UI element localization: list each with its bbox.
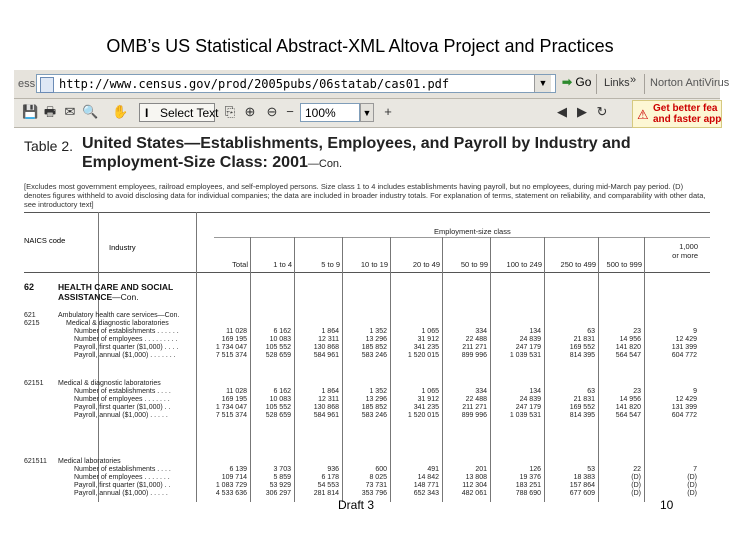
- address-bar: [14, 70, 729, 99]
- column-divider: [544, 237, 545, 502]
- industry-heading: Medical & diagnostic laboratories: [58, 380, 161, 387]
- table-cell: 1 520 015: [407, 352, 439, 359]
- table-cell: 247 179: [515, 404, 541, 411]
- column-divider: [598, 237, 599, 502]
- column-header: 500 to 999: [606, 260, 642, 269]
- table-cell: 169 195: [221, 336, 247, 343]
- promo-text: [653, 103, 721, 125]
- table-cell: 185 852: [361, 344, 387, 351]
- table-cell: 8 025: [369, 474, 387, 481]
- naics-code: 621: [24, 312, 36, 319]
- column-divider: [644, 237, 645, 502]
- table-cell: 169 195: [221, 396, 247, 403]
- table-cell: 105 552: [265, 404, 291, 411]
- table-cell: 130 868: [313, 344, 339, 351]
- table-cell: 7 515 374: [215, 412, 247, 419]
- table-cell: 1 039 531: [509, 412, 541, 419]
- table-cell: 54 553: [317, 482, 339, 489]
- table-cell: 183 251: [515, 482, 541, 489]
- table-row-label: Number of employees . . . . . . .: [74, 396, 170, 403]
- naics-code-header: NAICS code: [24, 236, 66, 245]
- sector-con: —Con.: [112, 292, 139, 302]
- table-cell: 11 028: [226, 328, 247, 335]
- table-cell: 63: [587, 388, 595, 395]
- table-row-label: Number of employees . . . . . . . . .: [74, 336, 178, 343]
- toolbar-separator: [596, 74, 597, 94]
- table-cell: 899 996: [461, 352, 487, 359]
- table-cell: 1 039 531: [509, 352, 541, 359]
- table-row-label: Number of establishments . . . .: [74, 388, 171, 395]
- column-header: 50 to 99: [460, 260, 488, 269]
- url-input[interactable]: http://www.census.gov/prod/2005pubs/06statab/cas01.pdf: [36, 74, 556, 93]
- table-cell: 12 429: [675, 336, 697, 343]
- table-cell: 353 796: [361, 490, 387, 497]
- email-icon[interactable]: ✉: [64, 104, 76, 119]
- table-cell: 53: [587, 466, 595, 473]
- table-cell: 112 304: [462, 482, 487, 489]
- table-cell: (D): [687, 474, 697, 481]
- table-cell: 3 703: [273, 466, 291, 473]
- column-header: 20 to 49: [412, 260, 440, 269]
- table-cell: 1 083 729: [215, 482, 247, 489]
- table-cell: 788 690: [515, 490, 541, 497]
- sector-name-line2: ASSISTANCE: [58, 292, 113, 302]
- table-cell: 600: [375, 466, 387, 473]
- table-cell: 9: [693, 328, 697, 335]
- table-cell: 211 271: [462, 404, 487, 411]
- table-cell: 281 814: [313, 490, 339, 497]
- table-cell: 1 520 015: [407, 412, 439, 419]
- table-cell: 604 772: [671, 412, 697, 419]
- table-row-label: Payroll, first quarter ($1,000) . .: [74, 482, 171, 489]
- table-cell: 12 311: [318, 336, 339, 343]
- previous-page-icon[interactable]: ◀: [557, 104, 567, 119]
- pdf-toolbar: [14, 99, 720, 128]
- promo-line2: and faster app: [653, 114, 722, 125]
- browser-window: [14, 70, 729, 500]
- table-cell: 4 533 636: [215, 490, 247, 497]
- table-cell: 814 395: [569, 412, 595, 419]
- industry-header: Industry: [109, 243, 136, 252]
- slide-title: OMB’s US Statistical Abstract-XML Altova Project and Practices: [106, 36, 614, 56]
- table-cell: 12 429: [675, 396, 697, 403]
- table-cell: 141 820: [615, 344, 641, 351]
- links-chevron-icon[interactable]: »: [630, 74, 637, 86]
- table-cell: 5 859: [273, 474, 291, 481]
- table-cell: 31 912: [417, 336, 439, 343]
- column-header: Total: [232, 260, 248, 269]
- table-cell: 24 839: [519, 396, 541, 403]
- table-cell: 814 395: [569, 352, 595, 359]
- table-cell: 134: [529, 388, 541, 395]
- table-title: [82, 134, 631, 174]
- table-cell: (D): [687, 482, 697, 489]
- column-divider: [390, 237, 391, 502]
- table-row-label: Number of establishments . . . . . .: [74, 328, 179, 335]
- promo-line1: Get better fea: [653, 103, 718, 114]
- table-cell: 13 296: [365, 396, 387, 403]
- table-cell: 334: [475, 388, 487, 395]
- table-cell: 584 961: [313, 412, 339, 419]
- go-button[interactable]: [562, 75, 591, 89]
- select-text-button[interactable]: [139, 103, 219, 122]
- table-cell: 1 352: [369, 388, 387, 395]
- hand-icon[interactable]: ✋: [112, 104, 129, 119]
- address-label: ess: [18, 78, 36, 90]
- table-cell: 14 956: [619, 336, 641, 343]
- table-cell: (D): [631, 490, 641, 497]
- table-cell: 1 734 047: [215, 404, 247, 411]
- table-cell: (D): [687, 490, 697, 497]
- select-text-label: Select Text: [160, 106, 219, 120]
- column-divider: [442, 237, 443, 502]
- table-cell: 583 246: [361, 412, 387, 419]
- table-cell: 6 139: [229, 466, 247, 473]
- table-row-label: Payroll, annual ($1,000) . . . . . . .: [74, 352, 176, 359]
- print-icon[interactable]: 🖶: [43, 104, 57, 119]
- table-cell: 211 271: [462, 344, 487, 351]
- table-cell: 482 061: [461, 490, 487, 497]
- table-cell: 491: [427, 466, 439, 473]
- table-cell: 583 246: [361, 352, 387, 359]
- table-cell: 22: [633, 466, 641, 473]
- table-cell: 105 552: [265, 344, 291, 351]
- table-cell: 11 028: [226, 388, 247, 395]
- table-cell: 131 399: [671, 404, 697, 411]
- save-icon[interactable]: 💾: [22, 104, 39, 119]
- go-label: Go: [575, 75, 592, 89]
- table-cell: 53 929: [269, 482, 291, 489]
- column-header: 100 to 249: [506, 260, 542, 269]
- table-cell: 6 162: [273, 328, 291, 335]
- footer-draft: Draft 3: [338, 498, 375, 512]
- table-cell: 12 311: [318, 396, 339, 403]
- table-cell: 21 831: [573, 336, 595, 343]
- table-cell: 24 839: [519, 336, 541, 343]
- table-cell: 63: [587, 328, 595, 335]
- naics-code: 62151: [24, 380, 44, 387]
- table-cell: 169 552: [569, 404, 595, 411]
- table-number: Table 2.: [24, 138, 74, 154]
- table-cell: 141 820: [615, 404, 641, 411]
- zoom-input[interactable]: 100%: [300, 103, 360, 122]
- table-row-label: Number of establishments . . . .: [74, 466, 171, 473]
- table-cell: 1 864: [321, 388, 339, 395]
- table-cell: 73 731: [365, 482, 387, 489]
- industry-heading: Medical laboratories: [58, 458, 121, 465]
- table-cell: 341 235: [413, 344, 439, 351]
- table-cell: 157 864: [569, 482, 595, 489]
- table-cell: 7: [693, 466, 697, 473]
- pdf-page: [14, 128, 720, 500]
- table-cell: 247 179: [515, 344, 541, 351]
- industry-heading: Ambulatory health care services—Con.: [58, 312, 180, 319]
- address-dropdown-icon[interactable]: ▼: [534, 75, 551, 92]
- table-cell: 936: [327, 466, 339, 473]
- footer-page-number: 10: [660, 498, 674, 512]
- adobe-icon: ⚠: [637, 107, 649, 122]
- table-cell: 1 734 047: [215, 344, 247, 351]
- rule-size-class: [214, 237, 710, 238]
- table-cell: 677 609: [569, 490, 595, 497]
- table-cell: 1 065: [421, 328, 439, 335]
- table-cell: 201: [475, 466, 487, 473]
- zoom-in-icon[interactable]: ⊕: [244, 104, 256, 119]
- sector-name-line1: HEALTH CARE AND SOCIAL: [58, 282, 174, 292]
- table-cell: 22 488: [465, 396, 487, 403]
- column-header: 5 to 9: [321, 260, 340, 269]
- toolbar-separator: [644, 74, 645, 94]
- title-con: —Con.: [307, 158, 343, 170]
- text-cursor-icon: I: [145, 106, 149, 120]
- table-cell: 13 296: [365, 336, 387, 343]
- title-line1: United States—Establishments, Employees, and Payroll by Industry and: [82, 135, 631, 152]
- table-row-label: Payroll, first quarter ($1,000) . . . .: [74, 344, 179, 351]
- naics-code: 6215: [24, 320, 40, 327]
- zoom-dropdown-icon[interactable]: ▼: [360, 103, 374, 122]
- table-cell: 169 552: [569, 344, 595, 351]
- rotate-icon[interactable]: ↻: [596, 104, 608, 119]
- title-line2: Employment-Size Class: 2001: [82, 154, 308, 171]
- column-divider: [250, 237, 251, 502]
- column-header: 10 to 19: [360, 260, 388, 269]
- table-cell: 341 235: [413, 404, 439, 411]
- table-cell: 131 399: [671, 344, 697, 351]
- column-divider: [342, 237, 343, 502]
- table-cell: 109 714: [221, 474, 247, 481]
- table-cell: 19 376: [519, 474, 541, 481]
- table-cell: 23: [633, 328, 641, 335]
- table-cell: 652 343: [413, 490, 439, 497]
- table-cell: 14 842: [417, 474, 439, 481]
- promo-banner[interactable]: [632, 100, 722, 128]
- norton-antivirus-button[interactable]: Norton AntiVirus: [650, 77, 729, 89]
- zoom-out-button-icon[interactable]: −: [286, 104, 294, 119]
- column-divider: [490, 237, 491, 502]
- table-cell: 899 996: [461, 412, 487, 419]
- column-header: 1,000 or more: [672, 242, 698, 260]
- sector-name: [58, 282, 173, 302]
- table-cell: 1 864: [321, 328, 339, 335]
- table-cell: 22 488: [465, 336, 487, 343]
- employment-size-class-label: Employment-size class: [434, 227, 511, 236]
- next-page-icon[interactable]: ▶: [577, 104, 587, 119]
- table-cell: 126: [529, 466, 541, 473]
- table-cell: 9: [693, 388, 697, 395]
- table-cell: 1 352: [369, 328, 387, 335]
- table-cell: (D): [631, 474, 641, 481]
- table-cell: 10 083: [269, 336, 291, 343]
- table-cell: 130 868: [313, 404, 339, 411]
- table-cell: 10 083: [269, 396, 291, 403]
- rule-header-bottom: [24, 272, 710, 273]
- table-cell: 18 383: [573, 474, 595, 481]
- column-header: 1 to 4: [273, 260, 292, 269]
- table-cell: 148 771: [413, 482, 439, 489]
- table-cell: 604 772: [671, 352, 697, 359]
- table-cell: 584 961: [313, 352, 339, 359]
- table-cell: 6 178: [321, 474, 339, 481]
- table-notes: [Excludes most government employees, railroad employees, and self-employed persons. Size class 1 to 4 includes establishments having payroll, but no employees, during mid-March pay period. (D) denotes figures withheld to avoid disclosing data for individual companies; the data are included in broader industry totals. For explanation of terms, statement on reliability, and comparability with other data, see introductory text]: [24, 182, 706, 209]
- table-cell: 6 162: [273, 388, 291, 395]
- table-cell: 134: [529, 328, 541, 335]
- table-cell: 528 659: [265, 352, 291, 359]
- table-cell: 185 852: [361, 404, 387, 411]
- camera-icon[interactable]: ⎘: [224, 104, 236, 119]
- table-cell: 306 297: [265, 490, 291, 497]
- zoom-in-button-icon[interactable]: +: [384, 104, 392, 119]
- table-cell: 564 547: [615, 412, 641, 419]
- table-cell: 31 912: [417, 396, 439, 403]
- sector-code: 62: [24, 282, 35, 292]
- rule-top: [24, 212, 710, 213]
- table-cell: 23: [633, 388, 641, 395]
- table-row-label: Payroll, annual ($1,000) . . . . .: [74, 412, 168, 419]
- table-row-label: Number of employees . . . . . . .: [74, 474, 170, 481]
- table-cell: 21 831: [573, 396, 595, 403]
- go-arrow-icon: ➡: [562, 75, 573, 89]
- table-cell: 7 515 374: [215, 352, 247, 359]
- naics-code: 621511: [24, 458, 47, 465]
- table-cell: 334: [475, 328, 487, 335]
- table-cell: 564 547: [615, 352, 641, 359]
- table-cell: 13 808: [465, 474, 487, 481]
- page-icon: [40, 77, 54, 93]
- search-icon[interactable]: 🔍: [82, 104, 99, 119]
- column-header: 250 to 499: [560, 260, 596, 269]
- table-cell: 1 065: [421, 388, 439, 395]
- table-row-label: Payroll, first quarter ($1,000) . .: [74, 404, 171, 411]
- links-button[interactable]: Links: [604, 77, 630, 89]
- zoom-out-icon[interactable]: ⊖: [266, 104, 278, 119]
- industry-heading: Medical & diagnostic laboratories: [66, 320, 169, 327]
- table-cell: (D): [631, 482, 641, 489]
- table-cell: 14 956: [619, 396, 641, 403]
- table-row-label: Payroll, annual ($1,000) . . . . .: [74, 490, 168, 497]
- column-divider: [294, 237, 295, 502]
- table-cell: 528 659: [265, 412, 291, 419]
